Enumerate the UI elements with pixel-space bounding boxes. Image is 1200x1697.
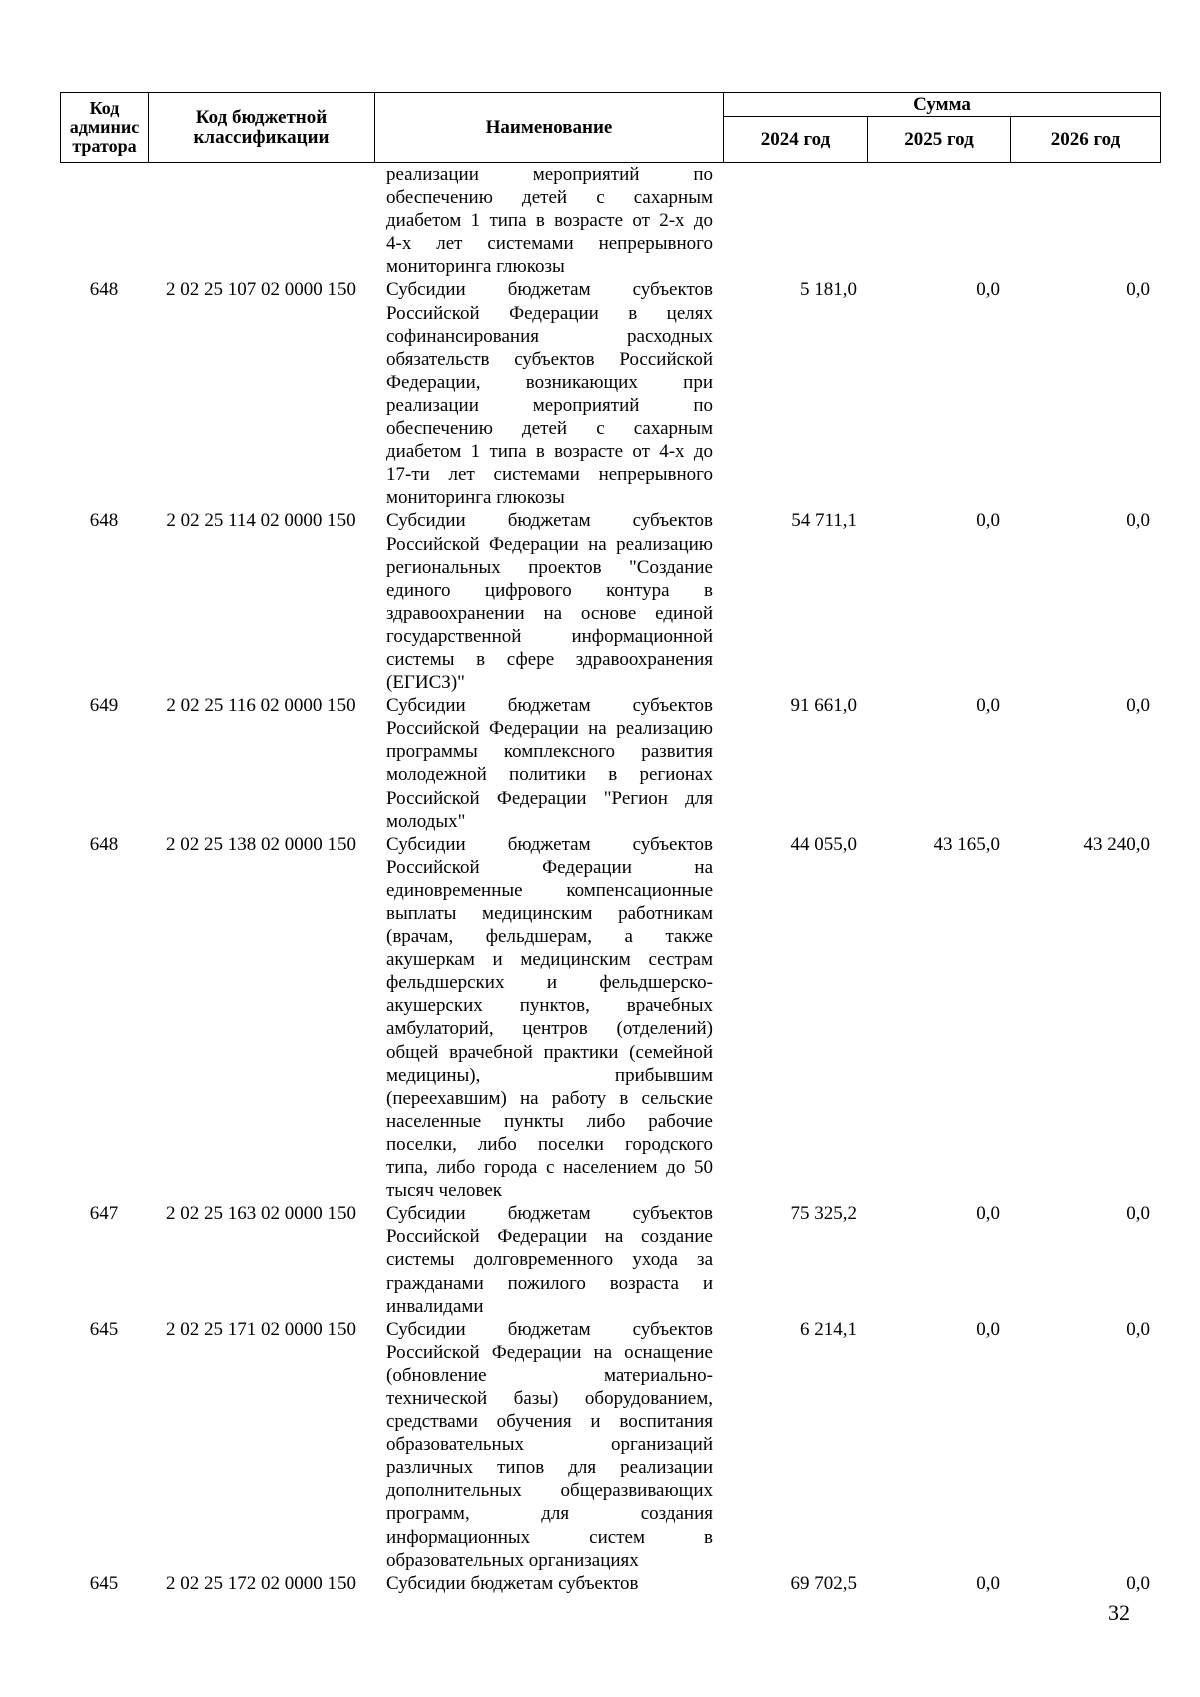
name-line: фельдшерских и фельдшерско- bbox=[386, 972, 713, 994]
name-line: софинансирования расходных bbox=[386, 325, 713, 347]
name-line: программ, для создания bbox=[386, 1503, 713, 1525]
table-row bbox=[60, 278, 1160, 509]
amount-2025-cell: 0,0 bbox=[976, 279, 1000, 301]
name-line: медицины), прибывшим bbox=[386, 1064, 713, 1086]
name-line: гражданами пожилого возраста и bbox=[386, 1272, 713, 1294]
table-row bbox=[60, 163, 1160, 278]
name-line: Субсидии бюджетам субъектов bbox=[386, 1318, 713, 1340]
amount-2024-cell: 69 702,5 bbox=[790, 1572, 857, 1594]
name-cell bbox=[374, 163, 723, 278]
name-line: Российской Федерации "Регион для bbox=[386, 787, 713, 809]
name-line: образовательных организаций bbox=[386, 1434, 713, 1456]
admin-code-cell: 645 bbox=[89, 1572, 119, 1594]
name-cell bbox=[374, 278, 723, 509]
name-line: Субсидии бюджетам субъектов bbox=[386, 833, 713, 855]
amount-2026-cell: 0,0 bbox=[1126, 1572, 1150, 1594]
name-line: инвалидами bbox=[386, 1295, 484, 1317]
amount-2024-cell: 54 711,1 bbox=[791, 510, 857, 532]
amount-2025-cell bbox=[867, 163, 1010, 278]
name-line: (обновление материально- bbox=[386, 1364, 713, 1386]
header-admin-line: Код bbox=[89, 98, 120, 118]
name-line: выплаты медицинским работникам bbox=[386, 903, 713, 924]
name-line: 17-ти лет системами непрерывного bbox=[386, 464, 713, 486]
amount-2025-cell: 0,0 bbox=[976, 695, 1000, 717]
admin-code-cell: 648 bbox=[89, 510, 119, 532]
page-number: 32 bbox=[1108, 1600, 1130, 1625]
name-line: Субсидии бюджетам субъектов bbox=[386, 279, 713, 301]
name-line: информационных систем в bbox=[386, 1526, 713, 1548]
amount-2024-cell: 5 181,0 bbox=[800, 279, 857, 301]
header-year-2026: 2026 год bbox=[1011, 117, 1161, 163]
name-line: Российской Федерации в целях bbox=[386, 302, 713, 324]
admin-code-cell: 648 bbox=[89, 279, 119, 301]
header-name: Наименование bbox=[375, 93, 724, 163]
amount-2026-cell: 0,0 bbox=[1126, 1203, 1150, 1225]
name-line: молодежной политики в регионах bbox=[386, 764, 713, 786]
budget-code-cell bbox=[148, 163, 374, 278]
name-cell bbox=[374, 1318, 723, 1572]
table-row bbox=[60, 1202, 1160, 1317]
name-line: обязательств субъектов Российской bbox=[386, 348, 713, 370]
name-line: единого цифрового контура в bbox=[386, 579, 713, 601]
name-line: Российской Федерации на реализацию bbox=[386, 533, 713, 555]
amount-2024-cell: 75 325,2 bbox=[790, 1203, 857, 1225]
table-row bbox=[60, 1572, 1160, 1595]
amount-2026-cell: 0,0 bbox=[1126, 1318, 1150, 1340]
name-cell bbox=[374, 1202, 723, 1317]
name-line: обеспечению детей с сахарным bbox=[386, 418, 713, 440]
name-line: типа, либо города с населением до 50 bbox=[386, 1157, 713, 1179]
admin-code-cell: 645 bbox=[89, 1318, 119, 1340]
name-line: Российской Федерации на реализацию bbox=[386, 718, 713, 740]
name-line: населенные пункты либо рабочие bbox=[386, 1110, 713, 1132]
name-line: Российской Федерации на bbox=[386, 856, 713, 878]
table-body bbox=[60, 163, 1160, 1595]
table-row bbox=[60, 694, 1160, 833]
amount-2026-cell: 0,0 bbox=[1126, 695, 1150, 717]
admin-code-cell bbox=[60, 163, 148, 278]
name-line: Субсидии бюджетам субъектов bbox=[386, 510, 713, 532]
name-line: государственной информационной bbox=[386, 625, 713, 647]
name-line: реализации мероприятий по bbox=[386, 394, 713, 416]
header-code-line: классификации bbox=[193, 126, 330, 148]
header-admin-line: тратора bbox=[72, 136, 137, 156]
budget-code-cell: 2 02 25 172 02 0000 150 bbox=[166, 1572, 356, 1594]
amount-2025-cell: 0,0 bbox=[976, 1572, 1000, 1594]
amount-2024-cell: 91 661,0 bbox=[790, 695, 857, 717]
budget-code-cell: 2 02 25 138 02 0000 150 bbox=[166, 833, 356, 855]
name-line: акушерских пунктов, врачебных bbox=[386, 995, 713, 1017]
name-line: здравоохранении на основе единой bbox=[386, 602, 713, 624]
name-cell bbox=[374, 694, 723, 833]
admin-code-cell: 648 bbox=[89, 833, 119, 855]
table-row bbox=[60, 509, 1160, 694]
amount-2025-cell: 0,0 bbox=[976, 1203, 1000, 1225]
name-line: реализации мероприятий по bbox=[386, 164, 713, 185]
admin-code-cell: 647 bbox=[89, 1203, 119, 1225]
amount-2025-cell: 43 165,0 bbox=[933, 833, 1000, 855]
name-line: мониторинга глюкозы bbox=[386, 256, 565, 278]
name-line: различных типов для реализации bbox=[386, 1457, 713, 1479]
name-line: молодых" bbox=[386, 810, 466, 832]
name-line: (ЕГИСЗ)" bbox=[386, 672, 465, 694]
name-line: общей врачебной практики (семейной bbox=[386, 1041, 713, 1063]
budget-code-cell: 2 02 25 116 02 0000 150 bbox=[166, 695, 356, 717]
name-line: единовременные компенсационные bbox=[386, 879, 713, 901]
name-line: Российской Федерации на создание bbox=[386, 1226, 713, 1248]
table-header bbox=[60, 92, 1161, 163]
table-row bbox=[60, 1318, 1160, 1572]
name-line: поселки, либо поселки городского bbox=[386, 1133, 713, 1155]
name-line: тысяч человек bbox=[386, 1180, 503, 1202]
header-year-2024: 2024 год bbox=[724, 117, 868, 163]
name-line: региональных проектов "Создание bbox=[386, 556, 713, 578]
header-sum: Сумма bbox=[724, 93, 1161, 117]
name-line: акушеркам и медицинским сестрам bbox=[386, 949, 713, 971]
amount-2025-cell: 0,0 bbox=[976, 1318, 1000, 1340]
header-code-line: Код бюджетной bbox=[195, 106, 328, 128]
name-line: мониторинга глюкозы bbox=[386, 487, 565, 509]
budget-code-cell: 2 02 25 107 02 0000 150 bbox=[166, 279, 356, 301]
budget-code-cell: 2 02 25 171 02 0000 150 bbox=[166, 1318, 356, 1340]
name-line: Субсидии бюджетам субъектов bbox=[386, 695, 713, 717]
header-year-2025: 2025 год bbox=[868, 117, 1011, 163]
amount-2026-cell: 43 240,0 bbox=[1083, 833, 1150, 855]
name-line: системы долговременного ухода за bbox=[386, 1249, 713, 1271]
name-line: Федерации, возникающих при bbox=[386, 371, 713, 393]
budget-code-cell: 2 02 25 114 02 0000 150 bbox=[166, 510, 356, 532]
budget-code-cell: 2 02 25 163 02 0000 150 bbox=[166, 1203, 356, 1225]
amount-2025-cell: 0,0 bbox=[976, 510, 1000, 532]
name-line: программы комплексного развития bbox=[386, 741, 713, 763]
name-line: Российской Федерации на оснащение bbox=[386, 1341, 713, 1363]
amount-2026-cell bbox=[1010, 163, 1160, 278]
amount-2024-cell bbox=[723, 163, 867, 278]
amount-2026-cell: 0,0 bbox=[1126, 279, 1150, 301]
name-cell bbox=[374, 1572, 723, 1595]
name-line: образовательных организациях bbox=[386, 1549, 639, 1571]
name-line: Субсидии бюджетам субъектов bbox=[386, 1203, 713, 1225]
header-admin-line: админис bbox=[69, 117, 140, 137]
table-row bbox=[60, 833, 1160, 1203]
admin-code-cell: 649 bbox=[89, 695, 119, 717]
header-budget-code bbox=[149, 93, 375, 163]
name-line: дополнительных общеразвивающих bbox=[386, 1480, 713, 1502]
amount-2026-cell: 0,0 bbox=[1126, 510, 1150, 532]
name-cell bbox=[374, 509, 723, 694]
name-line: амбулаторий, центров (отделений) bbox=[386, 1018, 713, 1040]
header-admin-code bbox=[61, 93, 149, 163]
name-line: диабетом 1 типа в возрасте от 4-х до bbox=[386, 441, 713, 463]
name-line: системы в сфере здравоохранения bbox=[386, 648, 713, 670]
name-line: Субсидии бюджетам субъектов bbox=[386, 1572, 639, 1594]
name-line: (переехавшим) на работу в сельские bbox=[386, 1087, 713, 1109]
name-line: диабетом 1 типа в возрасте от 2-х до bbox=[386, 210, 713, 232]
amount-2024-cell: 6 214,1 bbox=[800, 1318, 857, 1340]
name-line: технической базы) оборудованием, bbox=[386, 1387, 713, 1409]
name-cell bbox=[374, 833, 723, 1203]
amount-2024-cell: 44 055,0 bbox=[790, 833, 857, 855]
name-line: (врачам, фельдшерам, а также bbox=[386, 926, 713, 948]
name-line: 4-х лет системами непрерывного bbox=[386, 233, 713, 255]
name-line: средствами обучения и воспитания bbox=[386, 1411, 713, 1433]
name-line: обеспечению детей с сахарным bbox=[386, 187, 713, 209]
